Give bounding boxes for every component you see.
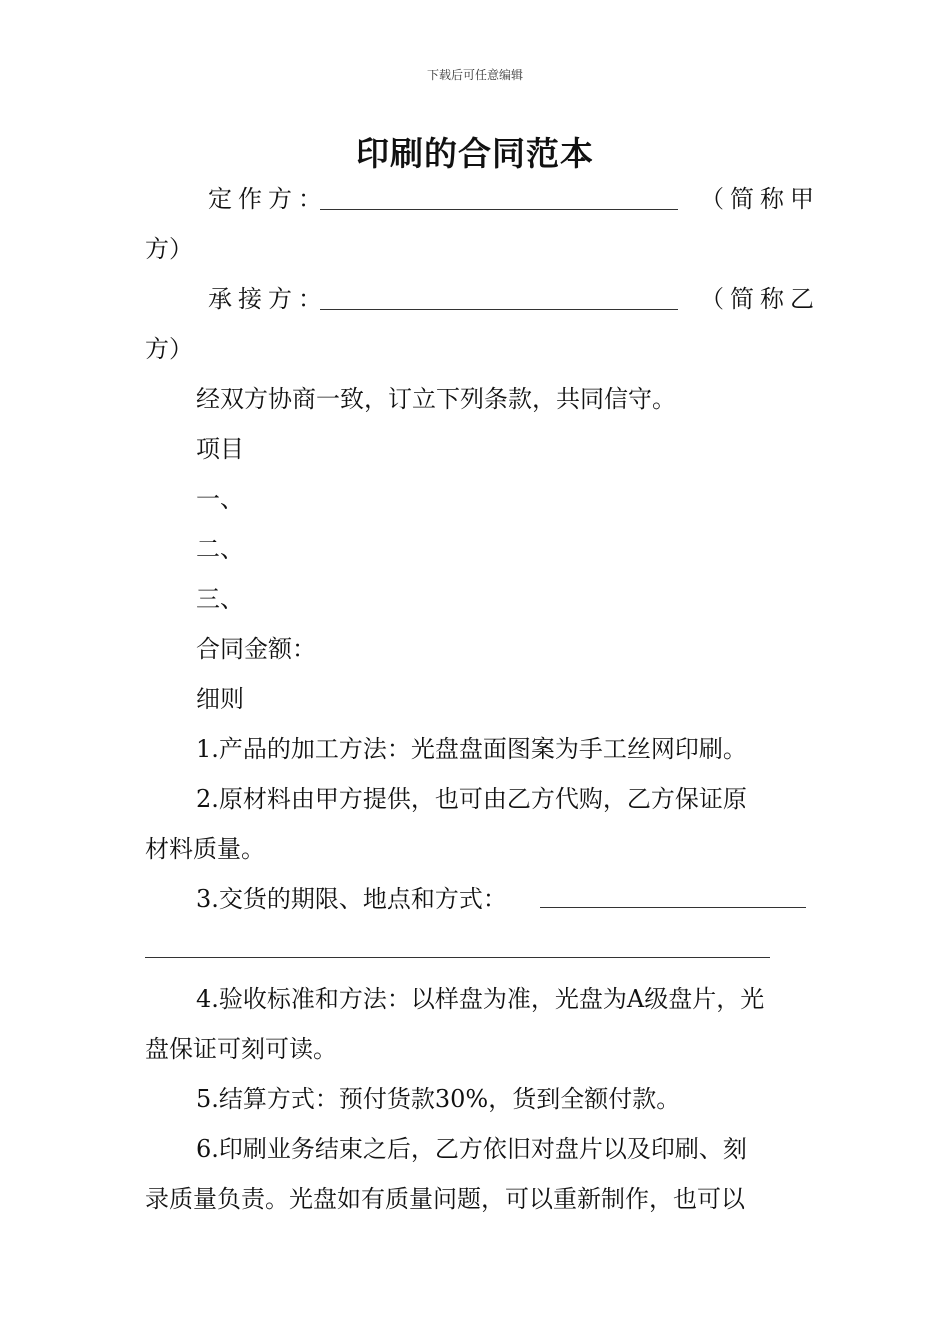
clause-2-line-1: 2.原材料由甲方提供，也可由乙方代购，乙方保证原 <box>196 785 747 813</box>
item-three: 三、 <box>196 585 244 613</box>
contractor-name-blank <box>320 309 678 310</box>
contract-amount-label: 合同金额： <box>196 635 316 663</box>
clause-6-line-2: 录质量负责。光盘如有质量问题，可以重新制作，也可以 <box>145 1185 745 1213</box>
intro-text: 经双方协商一致，订立下列条款，共同信守。 <box>196 385 676 413</box>
document-title: 印刷的合同范本 <box>356 134 594 173</box>
clause-5: 5.结算方式：预付货款30%，货到全额付款。 <box>196 1085 681 1113</box>
item-one: 一、 <box>196 485 244 513</box>
customer-label: 定作方： <box>208 185 328 213</box>
item-two: 二、 <box>196 535 244 563</box>
delivery-terms-blank <box>540 907 806 908</box>
clause-4-line-1: 4.验收标准和方法：以样盘为准，光盘为A级盘片，光 <box>196 985 765 1013</box>
contractor-abbr-end: 方） <box>145 335 193 363</box>
customer-abbr: （简称甲 <box>700 185 820 213</box>
delivery-terms-blank-line-2 <box>145 957 770 958</box>
customer-abbr-end: 方） <box>145 235 193 263</box>
clause-1: 1.产品的加工方法：光盘盘面图案为手工丝网印刷。 <box>196 735 747 763</box>
contractor-abbr: （简称乙 <box>700 285 820 313</box>
clause-4-line-2: 盘保证可刻可读。 <box>145 1035 337 1063</box>
details-heading: 细则 <box>196 685 244 713</box>
page-header-note: 下载后可任意编辑 <box>426 68 523 82</box>
items-heading: 项目 <box>196 435 244 463</box>
clause-6-line-1: 6.印刷业务结束之后，乙方依旧对盘片以及印刷、刻 <box>196 1135 747 1163</box>
clause-2-line-2: 材料质量。 <box>145 835 265 863</box>
customer-name-blank <box>320 209 678 210</box>
clause-3: 3.交货的期限、地点和方式： <box>196 885 507 913</box>
contractor-label: 承接方： <box>208 285 328 313</box>
